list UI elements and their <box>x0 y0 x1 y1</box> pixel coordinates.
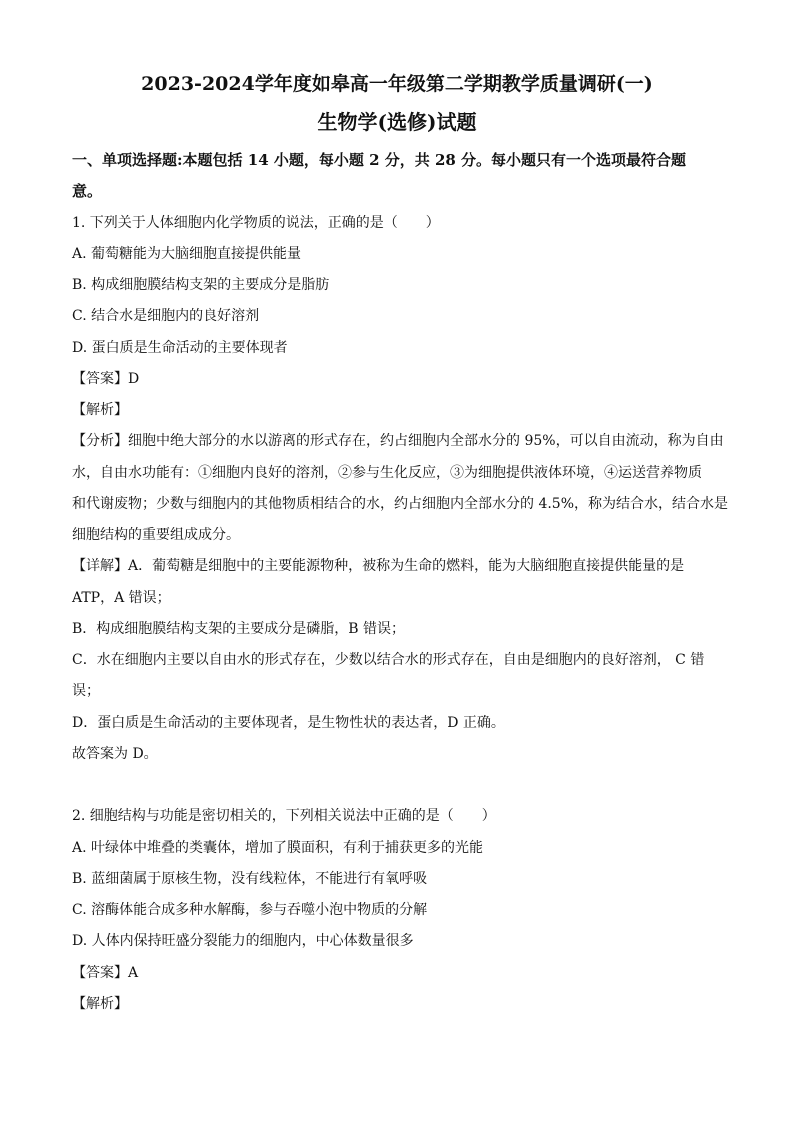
q1-stem: 1. 下列关于人体细胞内化学物质的说法，正确的是（ ） <box>72 215 440 231</box>
q1-explanation-line: ATP，A 错误； <box>72 590 171 606</box>
q1-answer: 【答案】D <box>72 371 140 387</box>
q1-explanation-line: 和代谢废物；少数与细胞内的其他物质相结合的水，约占细胞内全部水分的 4.5%，称为结合水，结合水是 <box>72 496 729 512</box>
q2-option-a: A. 叶绿体中堆叠的类囊体，增加了膜面积，有利于捕获更多的光能 <box>72 840 484 856</box>
q1-explanation-line: B．构成细胞膜结构支架的主要成分是磷脂，B 错误； <box>72 621 406 637</box>
q2-option-b: B. 蓝细菌属于原核生物，没有线粒体，不能进行有氧呼吸 <box>72 871 428 887</box>
q1-option-b: B. 构成细胞膜结构支架的主要成分是脂肪 <box>72 277 330 293</box>
q1-option-c: C. 结合水是细胞内的良好溶剂 <box>72 308 260 324</box>
q1-analysis-label: 【解析】 <box>72 402 128 418</box>
page-subtitle: 生物学(选修)试题 <box>317 110 477 134</box>
q1-explanation-line: 【详解】A．葡萄糖是细胞中的主要能源物种，被称为生命的燃料，能为大脑细胞直接提供能量的是 <box>72 558 685 574</box>
q1-explanation-line: D．蛋白质是生命活动的主要体现者，是生物性状的表达者，D 正确。 <box>72 715 505 731</box>
q2-stem: 2. 细胞结构与功能是密切相关的，下列相关说法中正确的是（ ） <box>72 808 496 824</box>
q1-explanation-line: C．水在细胞内主要以自由水的形式存在，少数以结合水的形式存在，自由是细胞内的良好溶剂， C 错 <box>72 652 705 668</box>
q1-option-d: D. 蛋白质是生命活动的主要体现者 <box>72 340 288 356</box>
q2-answer: 【答案】A <box>72 965 139 981</box>
q1-explanation-line: 水，自由水功能有：①细胞内良好的溶剂，②参与生化反应，③为细胞提供液体环境，④运送营养物质 <box>72 465 702 481</box>
q2-analysis-label: 【解析】 <box>72 996 128 1012</box>
q1-option-a: A. 葡萄糖能为大脑细胞直接提供能量 <box>72 246 302 262</box>
section-heading: 一、单项选择题:本题包括 14 小题，每小题 2 分，共 28 分。每小题只有一个选项最符合题 <box>72 151 687 169</box>
q1-explanation-line: 细胞结构的重要组成成分。 <box>72 527 240 543</box>
section-heading-continued: 意。 <box>72 182 103 200</box>
q1-explanation-line: 误； <box>72 683 100 699</box>
q2-option-d: D. 人体内保持旺盛分裂能力的细胞内，中心体数量很多 <box>72 933 414 949</box>
q2-option-c: C. 溶酶体能合成多种水解酶，参与吞噬小泡中物质的分解 <box>72 902 428 918</box>
page-title: 2023-2024学年度如皋高一年级第二学期教学质量调研(一) <box>141 73 653 95</box>
q1-explanation-line: 故答案为 D。 <box>72 746 158 762</box>
q1-explanation-line: 【分析】细胞中绝大部分的水以游离的形式存在，约占细胞内全部水分的 95%，可以自由流动，称为自由 <box>72 433 724 449</box>
